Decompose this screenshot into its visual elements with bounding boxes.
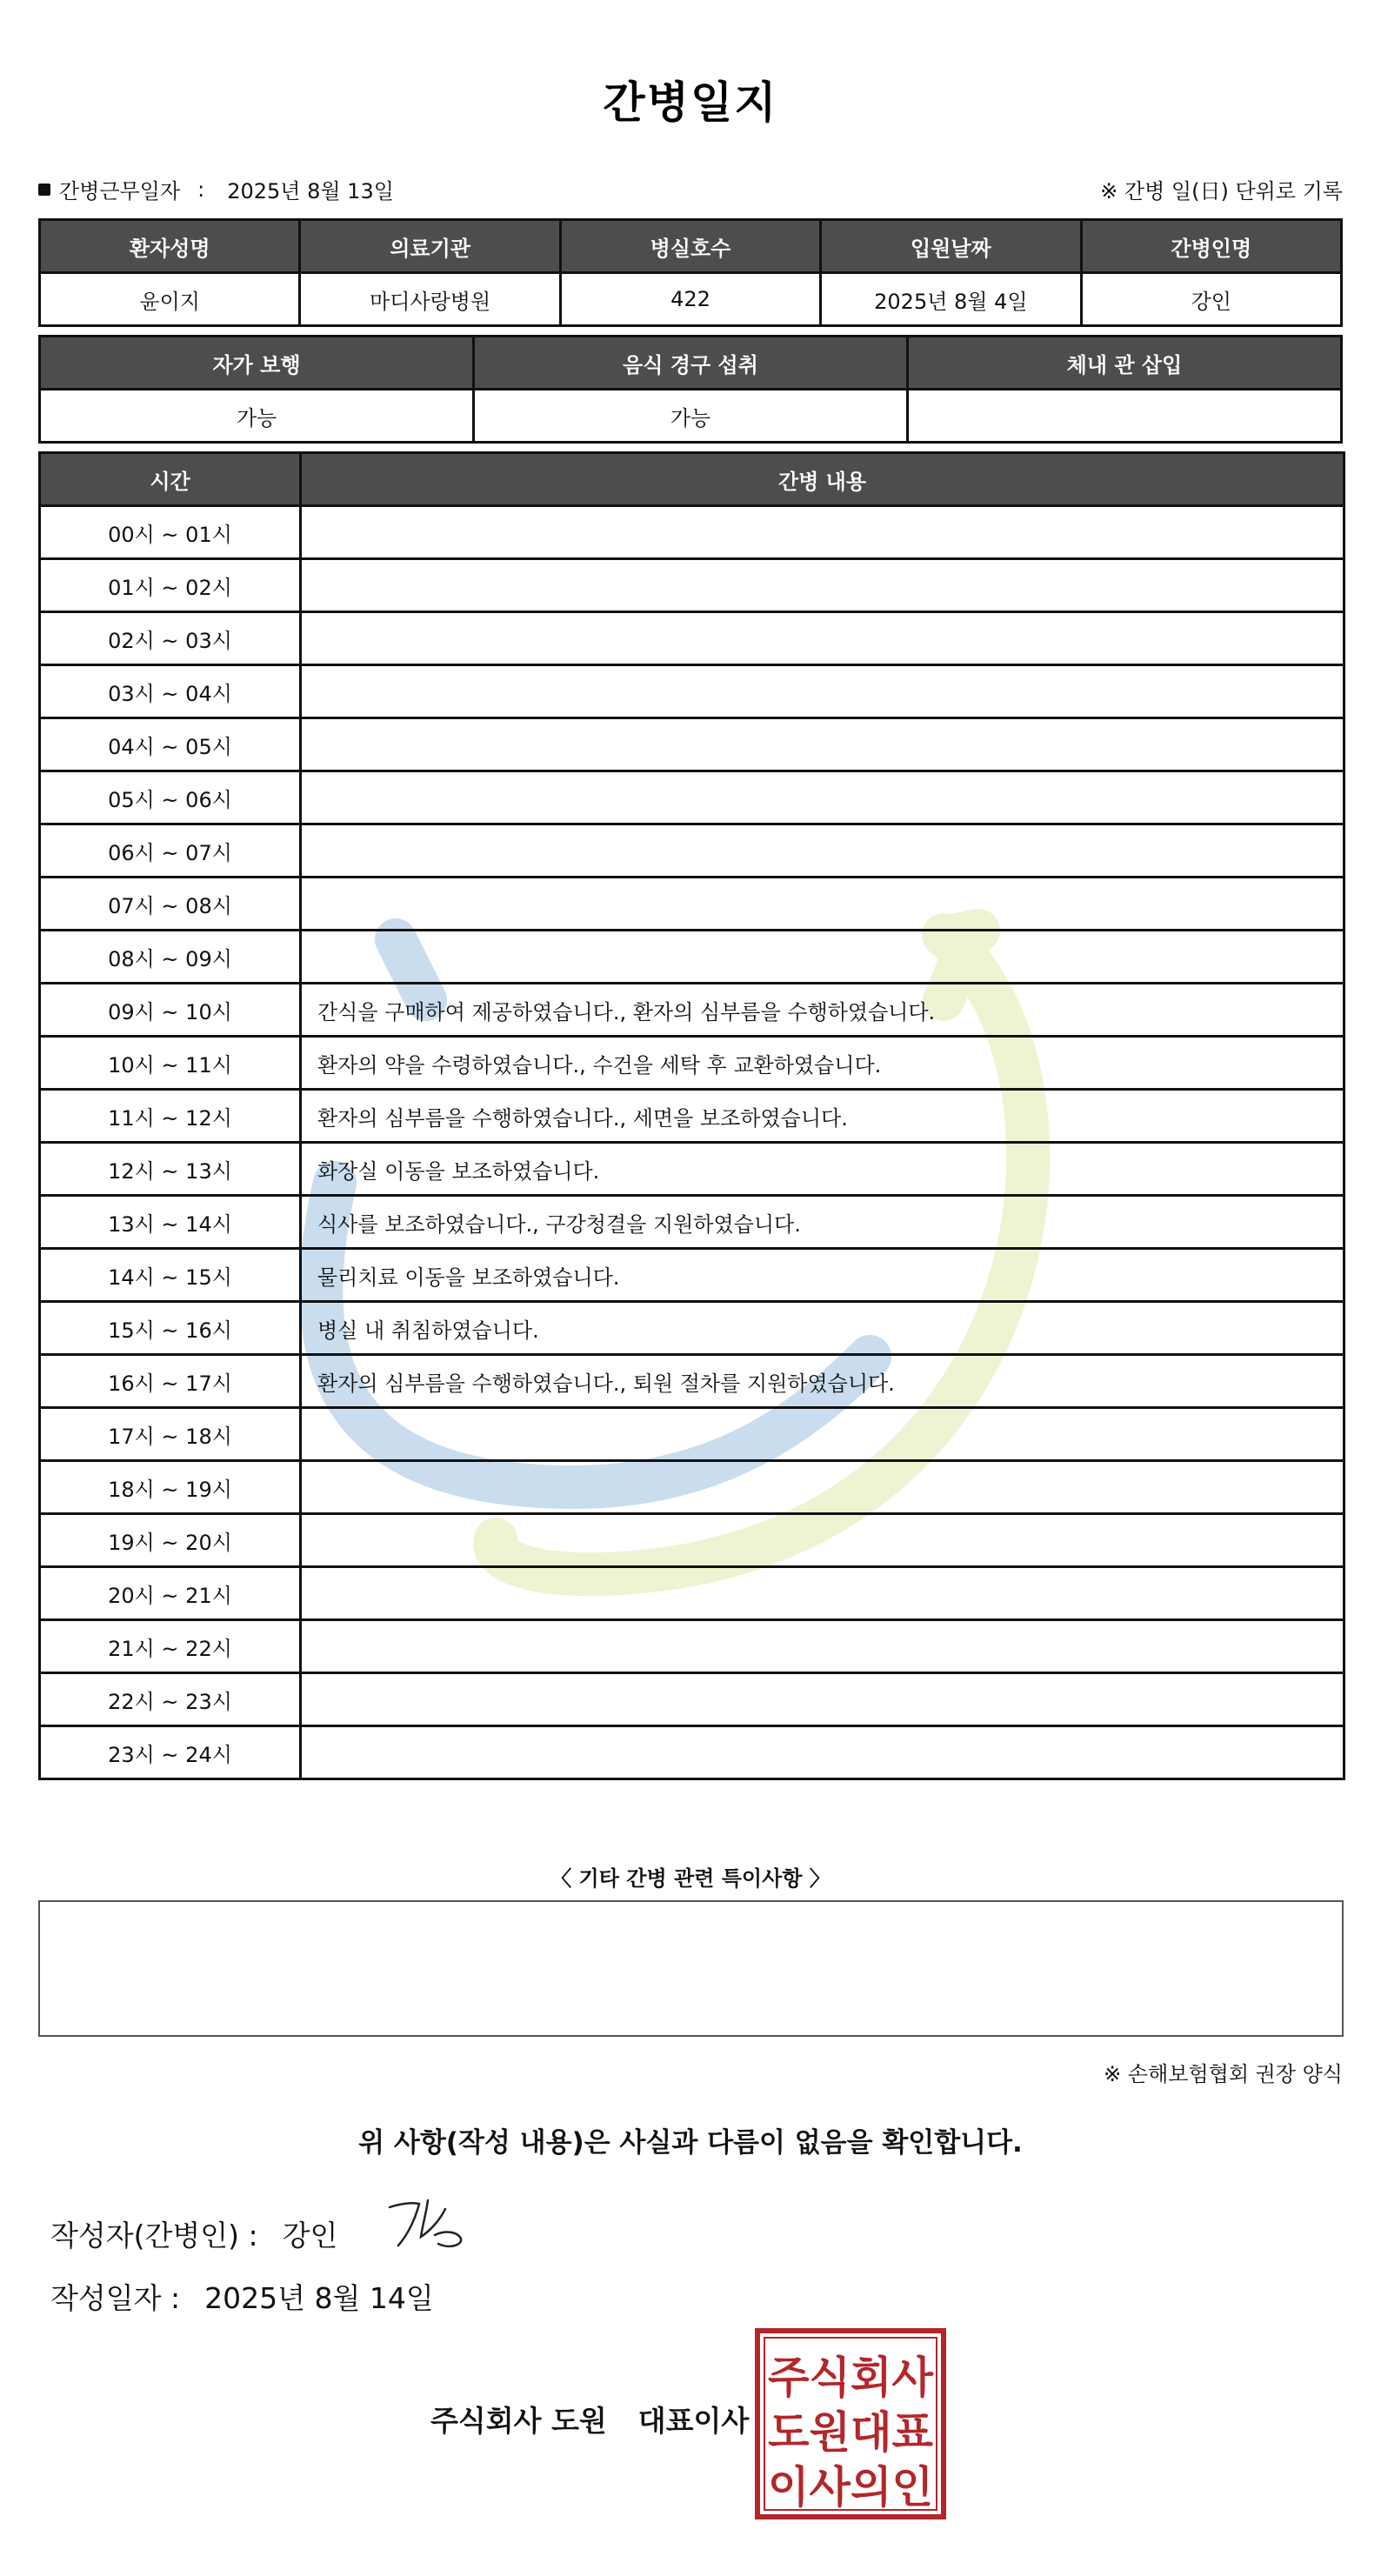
page-title: 간병일지 <box>603 77 778 128</box>
care-log-row <box>40 1090 1344 1143</box>
care-log-row <box>40 612 1344 665</box>
work-date-separator: : <box>197 177 205 202</box>
caregiver-name-header: 간병인명 <box>1081 220 1341 273</box>
care-log-content <box>301 1726 1344 1779</box>
care-log-row <box>40 878 1344 931</box>
care-log-row <box>40 1408 1344 1461</box>
care-log-time: 23시 ~ 24시 <box>40 1726 301 1779</box>
time-header: 시간 <box>40 453 301 506</box>
care-log-content: 간식을 구매하여 제공하였습니다., 환자의 심부름을 수행하였습니다. <box>301 984 1344 1037</box>
seal-text-line: 도원대표 <box>768 2407 934 2458</box>
care-log-time: 02시 ~ 03시 <box>40 612 301 665</box>
status-header-row <box>40 337 1342 390</box>
care-log-time: 16시 ~ 17시 <box>40 1355 301 1408</box>
bullet-square-icon <box>38 184 50 196</box>
seal-text-line: 이사의인 <box>768 2462 933 2513</box>
care-log-time: 14시 ~ 15시 <box>40 1249 301 1302</box>
care-log-content <box>301 1461 1344 1514</box>
status-info-table <box>38 335 1343 444</box>
care-log-time: 17시 ~ 18시 <box>40 1408 301 1461</box>
company-signoff <box>430 2399 749 2439</box>
care-log-time: 10시 ~ 11시 <box>40 1037 301 1090</box>
care-log-time: 22시 ~ 23시 <box>40 1673 301 1726</box>
care-log-row <box>40 1196 1344 1249</box>
care-log-row <box>40 1037 1344 1090</box>
care-log-row <box>40 1302 1344 1355</box>
care-log-content <box>301 665 1344 718</box>
care-log-row <box>40 1461 1344 1514</box>
room-number-value: 422 <box>560 273 820 326</box>
writer-line <box>50 2213 337 2254</box>
record-unit-note: ※ 간병 일(日) 단위로 기록 <box>1100 179 1343 204</box>
care-log-time: 01시 ~ 02시 <box>40 559 301 612</box>
care-log-content <box>301 1673 1344 1726</box>
care-log-content: 병실 내 취침하였습니다. <box>301 1302 1344 1355</box>
care-log-header-row <box>40 453 1344 506</box>
company-role: 대표이사 <box>637 2404 750 2438</box>
care-log-row <box>40 718 1344 771</box>
care-log-time: 12시 ~ 13시 <box>40 1143 301 1196</box>
work-date-line <box>38 174 394 204</box>
write-date-label: 작성일자 : <box>50 2281 181 2315</box>
care-log-content <box>301 824 1344 878</box>
patient-info-value-row <box>40 273 1342 326</box>
writer-name: 강인 <box>282 2219 338 2252</box>
self-walking-value: 가능 <box>40 390 474 443</box>
care-log-time: 13시 ~ 14시 <box>40 1196 301 1249</box>
company-seal-stamp <box>754 2327 947 2520</box>
care-log-content: 환자의 심부름을 수행하였습니다., 세면을 보조하였습니다. <box>301 1090 1344 1143</box>
writer-label: 작성자(간병인) : <box>50 2219 258 2252</box>
oral-intake-value: 가능 <box>474 390 908 443</box>
care-log-content: 식사를 보조하였습니다., 구강청결을 지원하였습니다. <box>301 1196 1344 1249</box>
write-date-value: 2025년 8월 14일 <box>204 2281 434 2315</box>
tube-insertion-value <box>908 390 1342 443</box>
care-log-row <box>40 1355 1344 1408</box>
care-log-row <box>40 984 1344 1037</box>
care-log-row <box>40 1249 1344 1302</box>
care-log-time: 07시 ~ 08시 <box>40 878 301 931</box>
care-log-content <box>301 559 1344 612</box>
special-notes-heading: 〈 기타 간병 관련 특이사항 〉 <box>550 1866 831 1891</box>
care-log-content: 물리치료 이동을 보조하였습니다. <box>301 1249 1344 1302</box>
care-log-row <box>40 506 1344 559</box>
care-log-content: 환자의 약을 수령하였습니다., 수건을 세탁 후 교환하였습니다. <box>301 1037 1344 1090</box>
care-log-row <box>40 1673 1344 1726</box>
care-log-time: 04시 ~ 05시 <box>40 718 301 771</box>
care-log-time: 03시 ~ 04시 <box>40 665 301 718</box>
hospital-header: 의료기관 <box>300 220 560 273</box>
care-log-content: 화장실 이동을 보조하였습니다. <box>301 1143 1344 1196</box>
care-log-row <box>40 1567 1344 1620</box>
care-log-content <box>301 878 1344 931</box>
care-log-time: 11시 ~ 12시 <box>40 1090 301 1143</box>
patient-info-header-row <box>40 220 1342 273</box>
form-source-note: ※ 손해보험협회 권장 양식 <box>1104 2062 1343 2086</box>
company-name: 주식회사 도원 <box>430 2404 607 2438</box>
care-log-time: 08시 ~ 09시 <box>40 931 301 984</box>
care-log-time: 19시 ~ 20시 <box>40 1514 301 1567</box>
seal-text-line: 주식회사 <box>768 2352 934 2403</box>
content-header: 간병 내용 <box>301 453 1344 506</box>
care-log-content <box>301 506 1344 559</box>
room-number-header: 병실호수 <box>560 220 820 273</box>
patient-name-header: 환자성명 <box>40 220 300 273</box>
care-log-content <box>301 1514 1344 1567</box>
care-log-table <box>38 451 1345 1780</box>
care-log-time: 18시 ~ 19시 <box>40 1461 301 1514</box>
patient-name-value: 윤이지 <box>40 273 300 326</box>
care-log-time: 06시 ~ 07시 <box>40 824 301 878</box>
oral-intake-header: 음식 경구 섭취 <box>474 337 908 390</box>
care-log-row <box>40 931 1344 984</box>
work-date-value: 2025년 8월 13일 <box>227 179 394 204</box>
care-log-time: 00시 ~ 01시 <box>40 506 301 559</box>
care-log-row <box>40 1143 1344 1196</box>
care-log-row <box>40 559 1344 612</box>
care-log-time: 21시 ~ 22시 <box>40 1620 301 1673</box>
status-value-row <box>40 390 1342 443</box>
handwritten-signature <box>383 2192 478 2261</box>
care-log-content <box>301 1567 1344 1620</box>
care-log-row <box>40 824 1344 878</box>
care-log-row <box>40 1620 1344 1673</box>
tube-insertion-header: 체내 관 삽입 <box>908 337 1342 390</box>
caregiver-name-value: 강인 <box>1081 273 1341 326</box>
care-log-content <box>301 771 1344 824</box>
care-log-content <box>301 612 1344 665</box>
care-log-time: 05시 ~ 06시 <box>40 771 301 824</box>
hospital-value: 마디사랑병원 <box>300 273 560 326</box>
self-walking-header: 자가 보행 <box>40 337 474 390</box>
admission-date-value: 2025년 8월 4일 <box>821 273 1081 326</box>
care-log-row <box>40 1514 1344 1567</box>
write-date-line <box>50 2276 434 2317</box>
care-log-row <box>40 665 1344 718</box>
admission-date-header: 입원날짜 <box>821 220 1081 273</box>
special-notes-box <box>38 1900 1344 2037</box>
care-log-time: 15시 ~ 16시 <box>40 1302 301 1355</box>
care-log-time: 09시 ~ 10시 <box>40 984 301 1037</box>
care-log-row <box>40 771 1344 824</box>
confirmation-statement: 위 사항(작성 내용)은 사실과 다름이 없음을 확인합니다. <box>358 2127 1023 2159</box>
care-log-content <box>301 1408 1344 1461</box>
care-log-content: 환자의 심부름을 수행하였습니다., 퇴원 절차를 지원하였습니다. <box>301 1355 1344 1408</box>
care-log-time: 20시 ~ 21시 <box>40 1567 301 1620</box>
work-date-label: 간병근무일자 <box>59 179 181 204</box>
care-log-row <box>40 1726 1344 1779</box>
patient-info-table <box>38 218 1343 327</box>
care-log-content <box>301 718 1344 771</box>
care-log-content <box>301 931 1344 984</box>
care-log-content <box>301 1620 1344 1673</box>
